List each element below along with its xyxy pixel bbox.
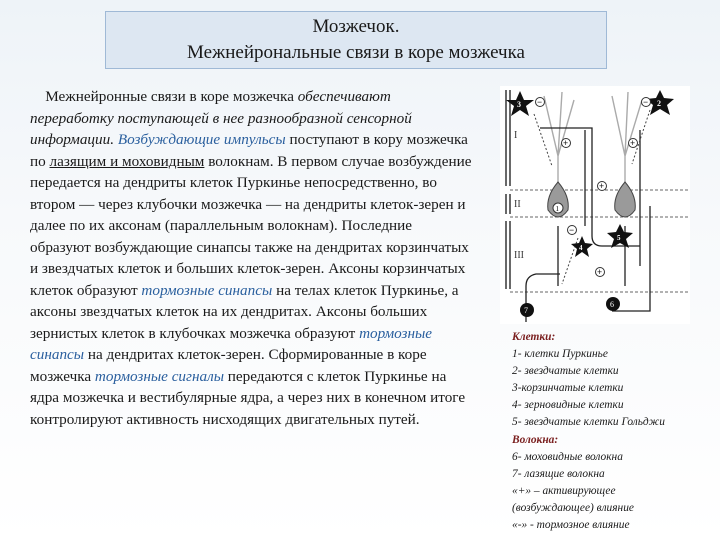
plus-mark-3: +	[599, 181, 605, 191]
legend-p2: (возбуждающее) влияние	[512, 501, 634, 514]
legend-p1: «+» – активирующее	[512, 484, 616, 497]
body-s5: лазящим и моховидным	[49, 152, 205, 170]
body-s9: тормозные синапсы	[30, 324, 433, 363]
legend-c3: 3-корзинчатые клетки	[512, 382, 624, 395]
body-s10: на дендритах клеток-зерен. Сформированные в коре мозжечка	[30, 346, 427, 385]
body-s6: волокнам. В первом случае возбуждение передается на дендриты клеток Пуркинье непосредственно, во втором — через клубочки мозжечка — на дендриты клеток-зерен и далее по их аксонам (параллельным волокнам). Последние образуют возбуждающие синапсы также на дендритах корзинчатых и звездчатых клеток и больших клеток-зерен. Аксоны корзинчатых клеток образуют	[30, 152, 472, 299]
num-2: 2	[657, 99, 661, 108]
purkinje-dendrites	[544, 92, 642, 186]
num-4: 4	[579, 244, 583, 252]
title-box	[105, 11, 607, 69]
legend-fibers-head: Волокна:	[512, 433, 559, 446]
minus-mark-3: −	[569, 225, 575, 235]
legend-m1: «-» - тормозное влияние	[512, 519, 630, 532]
body-s7: тормозные синапсы	[141, 281, 273, 299]
body-s8: на телах клеток Пуркинье, а аксоны звездчатых клеток на их дендритах. Аксоны больших зернистых клеток в клубочках мозжечка образуют	[30, 281, 459, 342]
minus-mark-2: −	[643, 97, 649, 107]
body-paragraph	[30, 86, 472, 430]
legend-c5: 5- звездчатые клетки Гольджи	[512, 416, 665, 429]
legend-c1: 1- клетки Пуркинье	[512, 348, 608, 361]
legend-f6: 6- моховидные волокна	[512, 450, 623, 463]
legend-c2: 2- звездчатые клетки	[512, 365, 619, 378]
layer-bars	[506, 90, 510, 289]
legend-cells-head: Клетки:	[512, 331, 556, 343]
body-s11: тормозные сигналы	[94, 367, 224, 385]
title-line-1: Мозжечок.	[312, 16, 400, 37]
num-5: 5	[617, 234, 621, 242]
num-1: 1	[555, 205, 559, 213]
body-s3: Возбуждающие импульсы	[117, 131, 286, 148]
plus-mark-1: +	[563, 138, 569, 148]
layer-label-3: III	[514, 250, 524, 261]
body-s12: передаются с клеток Пуркинье на ядра мозжечка и вестибулярные ядра, а через них в конечном итоге контролируют активность нисходящих двигательных путей.	[30, 367, 466, 428]
layer-label-2: II	[514, 199, 521, 210]
legend-f7: 7- лазящие волокна	[512, 467, 605, 480]
title-line-2: Межнейрональные связи в коре мозжечка	[187, 42, 525, 63]
purkinje-cell-right	[615, 182, 636, 217]
layer-label-1: I	[514, 130, 518, 141]
body-s2: обеспечивают переработку поступающей в нее разнообразной сенсорной информации.	[30, 88, 412, 148]
cerebellum-diagram	[500, 86, 690, 324]
num-7: 7	[524, 306, 528, 315]
plus-mark-4: +	[597, 267, 603, 277]
legend	[512, 329, 717, 534]
minus-mark-1: −	[537, 97, 543, 107]
num-6: 6	[610, 300, 614, 309]
plus-mark-2: +	[630, 138, 636, 148]
num-3: 3	[517, 100, 521, 109]
body-s4: поступают в кору мозжечка по	[30, 131, 468, 170]
legend-c4: 4- зерновидные клетки	[512, 399, 624, 412]
fiber-lines	[526, 128, 650, 322]
body-s1: Межнейронные связи в коре мозжечка	[45, 88, 298, 105]
